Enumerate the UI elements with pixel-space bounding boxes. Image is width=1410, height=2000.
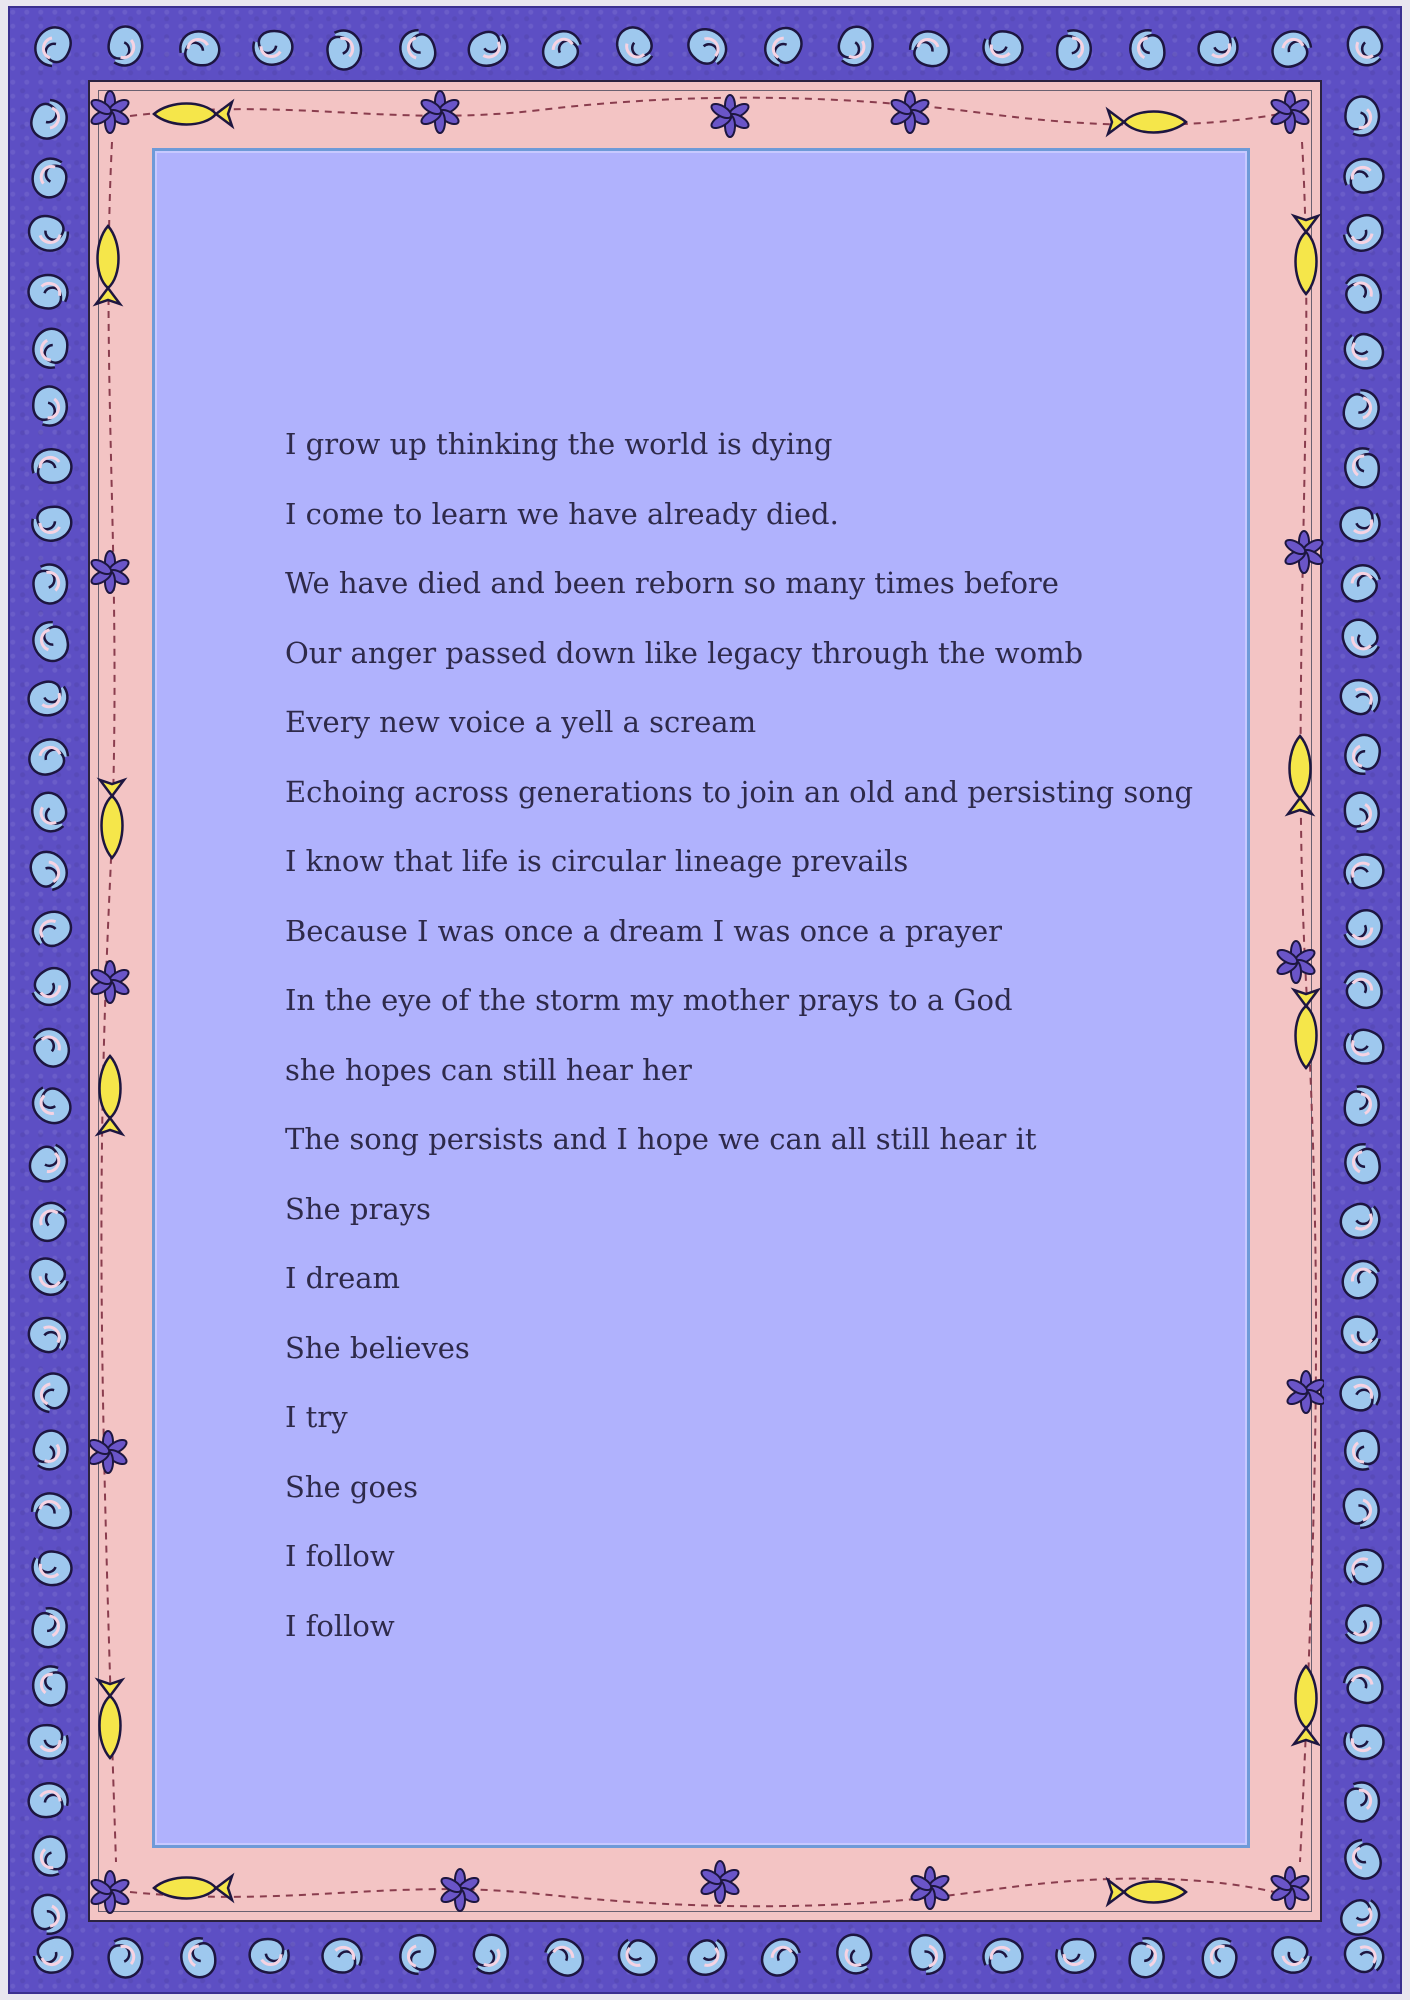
paisley-icon xyxy=(1345,1840,1380,1879)
paisley-icon xyxy=(1342,732,1384,777)
flower-icon xyxy=(699,1861,740,1903)
poem-line: I grow up thinking the world is dying xyxy=(285,427,833,461)
paisley-icon xyxy=(28,965,74,1009)
paisley-icon xyxy=(1338,325,1389,377)
paisley-icon xyxy=(613,1932,662,1982)
paisley-icon xyxy=(27,1256,71,1298)
paisley-icon xyxy=(759,1936,803,1978)
paisley-icon xyxy=(28,1080,76,1129)
paisley-icon xyxy=(399,29,438,71)
paisley-icon xyxy=(26,1139,72,1187)
poem-line: I try xyxy=(285,1400,348,1434)
paisley-icon xyxy=(1338,1600,1388,1649)
paisley-icon xyxy=(1338,151,1389,201)
fish-icon xyxy=(1294,990,1318,1068)
paisley-icon xyxy=(24,786,76,838)
paisley-icon xyxy=(1334,1194,1386,1246)
flower-icon xyxy=(90,1871,131,1913)
paisley-icon xyxy=(542,1936,587,1978)
paisley-icon xyxy=(24,1778,72,1824)
flower-icon xyxy=(709,95,750,137)
paisley-icon xyxy=(462,22,514,74)
paisley-icon xyxy=(25,558,75,609)
paisley-icon xyxy=(683,1931,732,1981)
paisley-icon xyxy=(24,151,76,203)
paisley-icon xyxy=(30,620,71,664)
paisley-icon xyxy=(31,100,66,139)
paisley-icon xyxy=(1338,443,1386,493)
poem-line: We have died and been reborn so many times before xyxy=(285,566,1059,600)
paisley-icon xyxy=(26,904,77,956)
paisley-icon xyxy=(1337,1776,1387,1827)
paisley-icon xyxy=(30,1491,72,1530)
paisley-icon xyxy=(1337,1020,1389,1072)
paisley-icon xyxy=(24,1718,73,1765)
paisley-icon xyxy=(1336,1891,1386,1942)
fish-icon xyxy=(1108,1880,1186,1904)
fish-icon xyxy=(154,1876,232,1900)
paisley-icon xyxy=(24,1196,75,1246)
paisley-icon xyxy=(1339,1930,1390,1982)
paisley-icon xyxy=(319,24,369,75)
paisley-icon xyxy=(1194,1932,1246,1984)
paisley-icon xyxy=(1337,91,1387,142)
paisley-icon xyxy=(22,672,74,724)
paisley-icon xyxy=(26,1660,75,1710)
paisley-icon xyxy=(28,325,73,372)
paisley-icon xyxy=(23,1310,75,1362)
paisley-icon xyxy=(1334,672,1386,724)
paisley-icon xyxy=(829,1928,881,1980)
flower-icon xyxy=(889,91,930,133)
paisley-icon xyxy=(29,850,69,893)
poem-line: In the eye of the storm my mother prays to a God xyxy=(285,983,1013,1017)
fish-icon xyxy=(1288,736,1312,814)
paisley-icon xyxy=(1337,615,1386,662)
paisley-icon xyxy=(28,1892,70,1937)
flower-icon xyxy=(1275,941,1316,983)
paisley-icon xyxy=(1341,1141,1384,1186)
paisley-icon xyxy=(27,213,70,253)
paisley-icon xyxy=(977,1931,1028,1981)
paisley-icon xyxy=(24,1424,76,1476)
paisley-icon xyxy=(1338,1542,1389,1594)
paisley-icon xyxy=(33,1373,70,1413)
poem-line: Our anger passed down like legacy through the womb xyxy=(285,635,1084,670)
fish-icon xyxy=(154,102,232,126)
paisley-icon xyxy=(1051,1932,1100,1979)
paisley-icon xyxy=(1126,26,1170,72)
paisley-icon xyxy=(1340,967,1386,1011)
poem-line: The song persists and I hope we can all still hear it xyxy=(285,1122,1037,1156)
paisley-icon xyxy=(1334,498,1386,549)
flower-icon xyxy=(1283,531,1324,573)
paisley-icon xyxy=(26,1542,78,1593)
paisley-icon xyxy=(25,1831,75,1882)
paisley-icon xyxy=(28,1605,72,1651)
flower-icon xyxy=(909,1867,950,1909)
poem-text xyxy=(285,418,1194,1669)
paisley-icon xyxy=(1340,907,1386,951)
paisley-icon xyxy=(1339,789,1385,837)
paisley-icon xyxy=(977,23,1028,73)
paisley-icon xyxy=(1339,1426,1387,1475)
paisley-icon xyxy=(610,22,660,71)
paisley-icon xyxy=(908,29,950,68)
paisley-icon xyxy=(1337,269,1387,318)
poem-line: Every new voice a yell a scream xyxy=(285,705,757,739)
paisley-icon xyxy=(99,20,150,72)
paisley-icon xyxy=(317,1931,368,1981)
paisley-icon xyxy=(1339,1314,1383,1355)
flower-icon xyxy=(1269,1867,1310,1909)
paisley-icon xyxy=(29,739,68,775)
paisley-icon xyxy=(1340,21,1392,72)
paisley-icon xyxy=(1192,22,1244,74)
paisley-icon xyxy=(1342,389,1381,431)
paisley-icon xyxy=(28,501,75,546)
paisley-icon xyxy=(1050,25,1097,74)
paisley-icon xyxy=(1272,31,1311,67)
paisley-icon xyxy=(176,26,223,71)
paisley-icon xyxy=(1342,1488,1381,1530)
paisley-icon xyxy=(23,267,75,318)
paisley-icon xyxy=(1343,215,1383,252)
poem-line: I dream xyxy=(285,1261,401,1295)
paisley-icon xyxy=(1124,1934,1168,1980)
fish-icon xyxy=(98,1680,122,1758)
flower-icon xyxy=(90,551,131,593)
poem-line: I know that life is circular lineage prevails xyxy=(285,844,909,878)
fish-icon xyxy=(1294,1666,1318,1744)
paisley-icon xyxy=(34,1937,73,1972)
poem-line: I follow xyxy=(285,1539,395,1573)
flower-icon xyxy=(419,91,460,133)
paisley-icon xyxy=(540,28,585,70)
paisley-icon xyxy=(1337,1256,1385,1302)
paisley-icon xyxy=(245,1932,294,1979)
paisley-icon xyxy=(27,442,77,490)
fish-icon xyxy=(1294,216,1318,294)
paisley-icon xyxy=(176,1934,221,1981)
paisley-icon xyxy=(248,24,297,71)
paisley-icon xyxy=(35,27,70,66)
poem-line: I follow xyxy=(285,1608,395,1643)
paisley-icon xyxy=(1338,1717,1389,1767)
paisley-icon xyxy=(1337,846,1389,898)
paisley-icon xyxy=(683,22,732,72)
paisley-icon xyxy=(762,25,804,69)
paisley-icon xyxy=(399,1934,438,1976)
flower-icon xyxy=(90,1431,129,1473)
poem-line: She goes xyxy=(285,1469,418,1504)
poem-line: she hopes can still hear her xyxy=(285,1052,692,1087)
paisley-icon xyxy=(1334,1368,1386,1420)
paisley-icon xyxy=(1343,1666,1383,1703)
fish-icon xyxy=(96,226,120,304)
flower-icon xyxy=(90,961,131,1003)
paisley-icon xyxy=(25,381,73,431)
paisley-icon xyxy=(1272,1937,1311,1973)
flower-icon xyxy=(1269,91,1310,133)
poem-line: Echoing across generations to join an old and persisting song xyxy=(285,774,1194,809)
paisley-icon xyxy=(26,1023,76,1072)
paisley-icon xyxy=(829,20,881,72)
fish-icon xyxy=(1108,110,1186,134)
poem-line: Because I was once a dream I was once a prayer xyxy=(285,913,1002,948)
paisley-icon xyxy=(464,1928,516,1980)
fish-icon xyxy=(100,780,124,858)
flower-icon xyxy=(1285,1371,1324,1413)
paisley-icon xyxy=(1339,1082,1384,1129)
paisley-icon xyxy=(1339,563,1382,603)
paisley-icon xyxy=(908,1934,947,1976)
poem-line: She prays xyxy=(285,1191,431,1226)
flower-icon xyxy=(90,91,131,133)
paisley-icon xyxy=(99,1932,150,1984)
poem-line: I come to learn we have already died. xyxy=(285,496,839,531)
poem-line: She believes xyxy=(285,1330,470,1365)
